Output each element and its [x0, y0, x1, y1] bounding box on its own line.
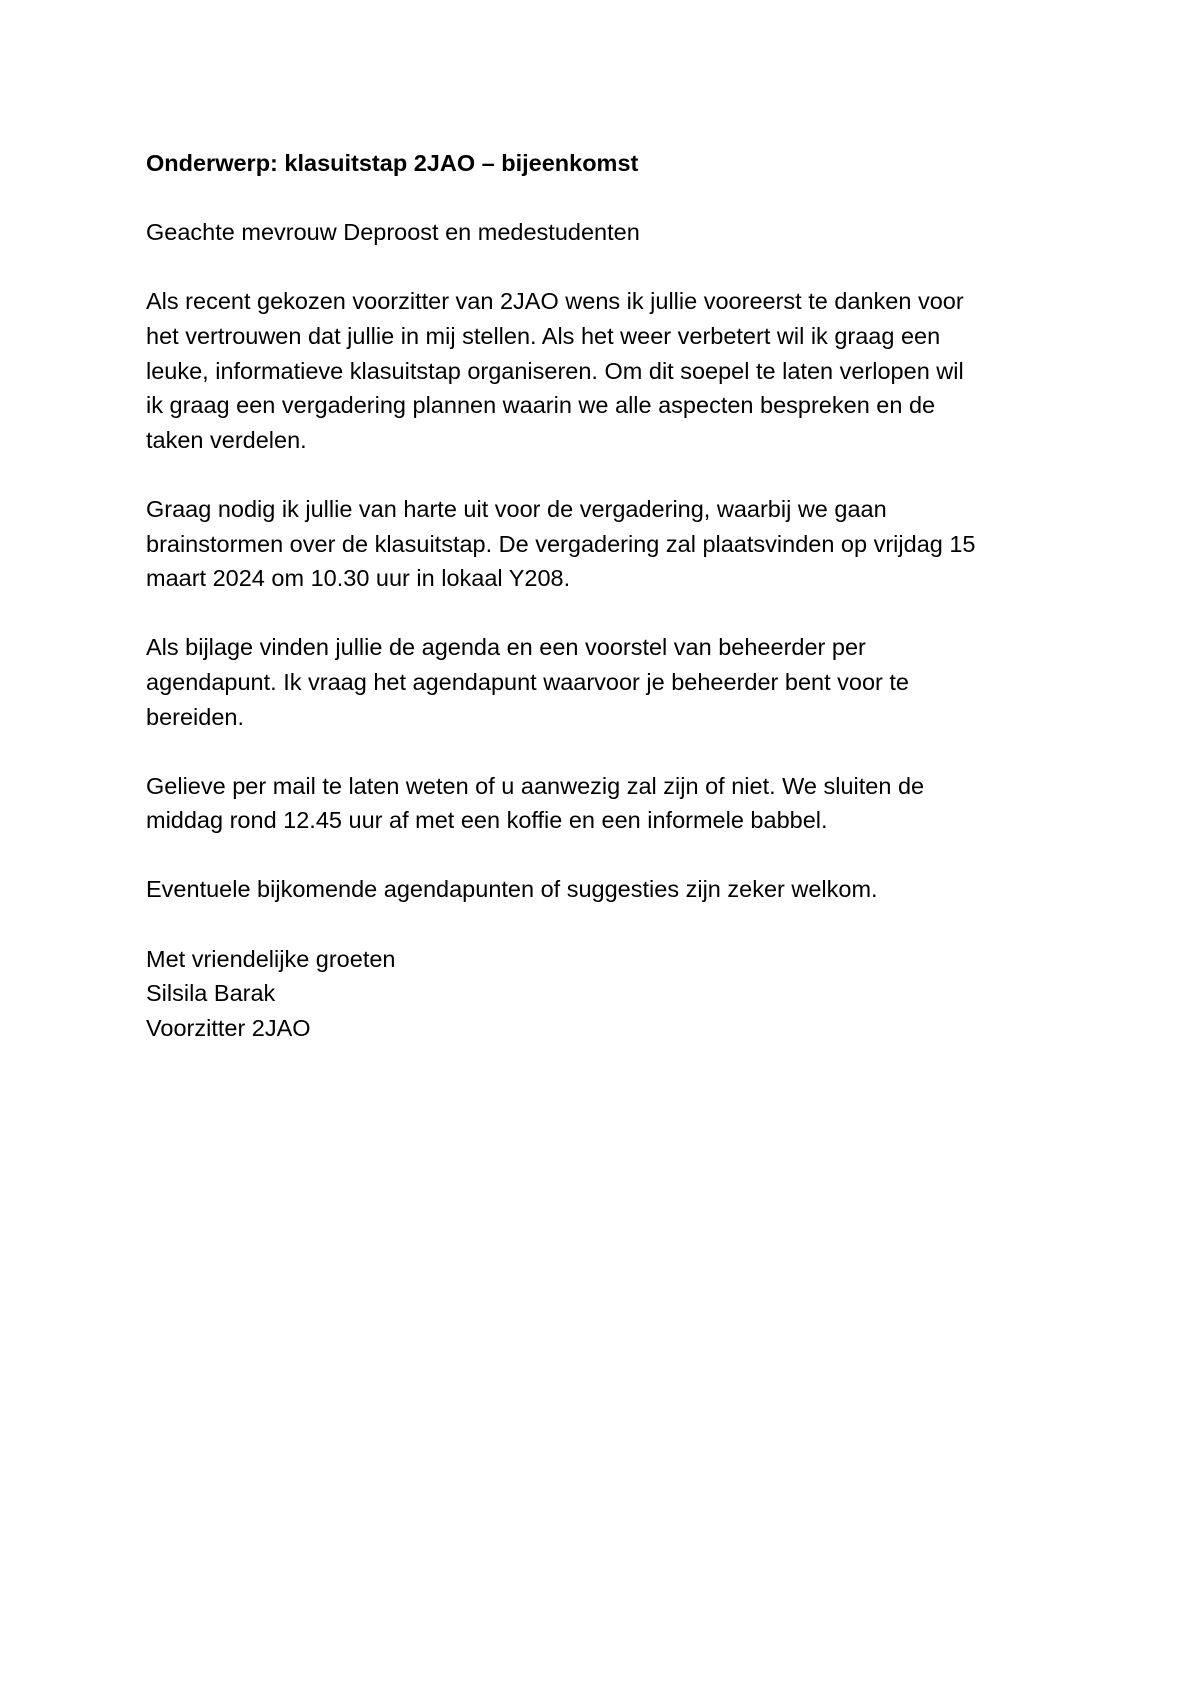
paragraph-suggestions — [146, 872, 1076, 907]
paragraph-line: het vertrouwen dat jullie in mij stellen. Als het weer verbetert wil ik graag een — [146, 322, 941, 349]
letter-signoff — [146, 942, 1076, 1046]
paragraph-attachment — [146, 630, 1076, 734]
paragraph-line: Eventuele bijkomende agendapunten of suggesties zijn zeker welkom. — [146, 876, 878, 903]
paragraph-line: ik graag een vergadering plannen waarin we alle aspecten bespreken en de — [146, 392, 936, 419]
paragraph-line: leuke, informatieve klasuitstap organiseren. Om dit soepel te laten verlopen wil — [146, 357, 964, 384]
paragraph-line: maart 2024 om 10.30 uur in lokaal Y208. — [146, 565, 571, 592]
paragraph-line: bereiden. — [146, 703, 244, 730]
closing-text: Met vriendelijke groeten — [146, 945, 396, 972]
paragraph-line: agendapunt. Ik vraag het agendapunt waarvoor je beheerder bent voor te — [146, 668, 909, 695]
paragraph-line: Graag nodig ik jullie van harte uit voor de vergadering, waarbij we gaan — [146, 495, 887, 522]
paragraph-line: middag rond 12.45 uur af met een koffie en een informele babbel. — [146, 807, 828, 834]
letter-body — [146, 146, 1076, 1045]
letter-salutation: Geachte mevrouw Deproost en medestudenten — [146, 219, 640, 246]
sender-name: Silsila Barak — [146, 980, 276, 1007]
paragraph-attendance — [146, 769, 1076, 838]
paragraph-thanks — [146, 284, 1076, 457]
paragraph-line: Gelieve per mail te laten weten of u aanwezig zal zijn of niet. We sluiten de — [146, 772, 925, 799]
paragraph-invitation — [146, 492, 1076, 596]
paragraph-line: brainstormen over de klasuitstap. De vergadering zal plaatsvinden op vrijdag 15 — [146, 530, 976, 557]
sender-title: Voorzitter 2JAO — [146, 1014, 311, 1041]
paragraph-line: Als recent gekozen voorzitter van 2JAO wens ik jullie vooreerst te danken voor — [146, 288, 964, 315]
paragraph-line: Als bijlage vinden jullie de agenda en een voorstel van beheerder per — [146, 634, 866, 661]
paragraph-line: taken verdelen. — [146, 426, 307, 453]
letter-subject: Onderwerp: klasuitstap 2JAO – bijeenkomst — [146, 150, 639, 176]
